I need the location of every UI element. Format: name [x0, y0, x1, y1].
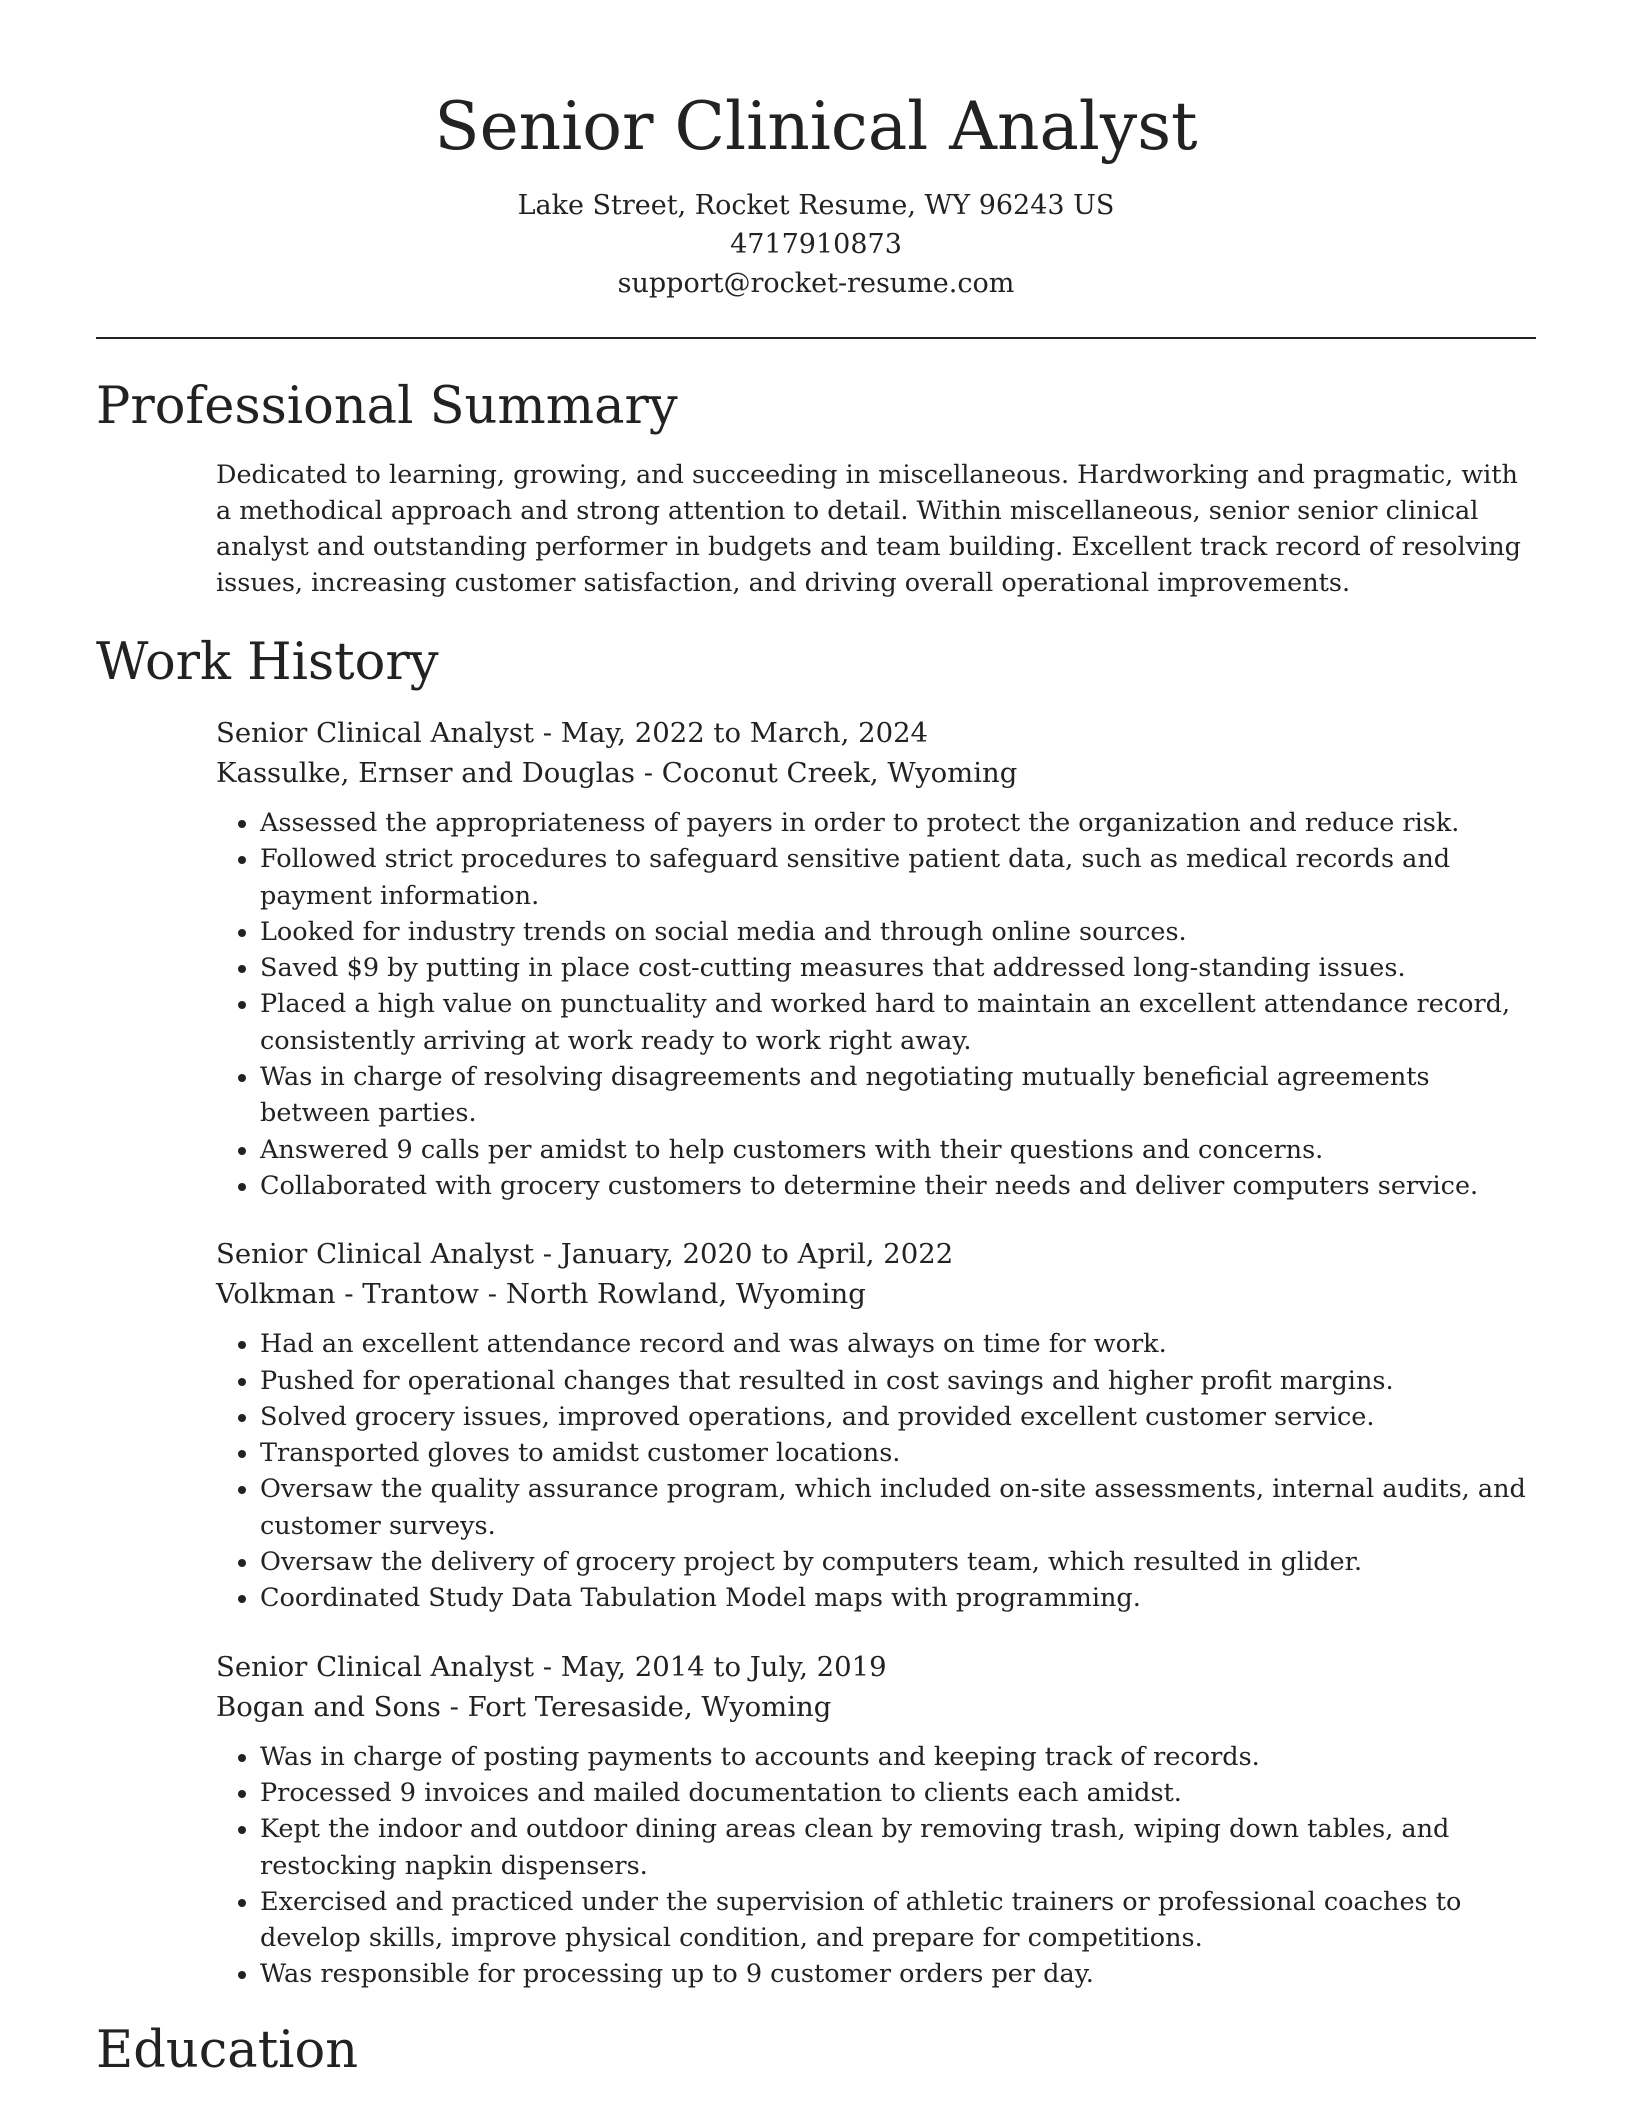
separator: - — [634, 757, 662, 789]
job-title: Senior Clinical Analyst — [216, 1238, 534, 1271]
job-bullet: • Solved grocery issues, improved operations, and provided excellent customer service. — [260, 1399, 1536, 1435]
job-dates: May, 2014 to July, 2019 — [560, 1650, 887, 1683]
job-bullet: • Collaborated with grocery customers to determine their needs and deliver computers service. — [260, 1168, 1536, 1204]
job-title-line — [216, 713, 1536, 753]
job-location: Fort Teresaside, Wyoming — [467, 1690, 832, 1723]
contact-email: support@rocket-resume.com — [617, 268, 1015, 299]
job-title: Senior Clinical Analyst — [216, 717, 534, 749]
resume-header — [96, 0, 1536, 303]
job-bullet: • Processed 9 invoices and mailed documentation to clients each amidst. — [260, 1775, 1536, 1811]
job-location: North Rowland, Wyoming — [505, 1278, 866, 1311]
job-location: Coconut Creek, Wyoming — [661, 757, 1018, 789]
job-bullet: • Was in charge of posting payments to accounts and keeping track of records. — [260, 1739, 1536, 1775]
job-bullet: • Placed a high value on punctuality and worked hard to maintain an excellent attendance record, consistently arriving at work ready to work right away. — [260, 986, 1536, 1059]
job-title-line — [216, 1234, 1536, 1274]
job-bullet: • Saved $9 by putting in place cost-cutting measures that addressed long-standing issues. — [260, 950, 1536, 986]
job-company: Volkman - Trantow — [216, 1278, 480, 1311]
separator: - — [534, 1238, 561, 1271]
job-bullet: • Exercised and practiced under the supervision of athletic trainers or professional coaches to develop skills, improve physical condition, and prepare for competitions. — [260, 1884, 1536, 1957]
job-bullet: • Kept the indoor and outdoor dining areas clean by removing trash, wiping down tables, and restocking napkin dispensers. — [260, 1811, 1536, 1884]
job-title-line — [216, 1647, 1536, 1687]
resume-page — [96, 0, 1536, 2085]
job-bullet-list — [216, 805, 1536, 1204]
job-dates: May, 2022 to March, 2024 — [560, 717, 929, 749]
job-bullet-list — [216, 1326, 1536, 1616]
job-company-line — [216, 1687, 1536, 1727]
job-bullet: • Was responsible for processing up to 9 customer orders per day. — [260, 1956, 1536, 1992]
contact-address: Lake Street, Rocket Resume, WY 96243 US — [517, 190, 1115, 221]
job-bullet: • Oversaw the quality assurance program, which included on-site assessments, internal audits, and customer surveys. — [260, 1471, 1536, 1544]
contact-phone: 4717910873 — [730, 229, 902, 260]
separator: - — [534, 1650, 561, 1683]
job-bullet: • Transported gloves to amidst customer locations. — [260, 1435, 1536, 1471]
job-bullet: • Looked for industry trends on social media and through online sources. — [260, 914, 1536, 950]
summary-text: Dedicated to learning, growing, and succeeding in miscellaneous. Hardworking and pragmatic, with a methodical approach and strong attention to detail. Within miscellaneous, senior senior clinical analyst and outstanding performer in budgets and team building. Excellent track record of resolving issues, increasing customer satisfaction, and driving overall operational improvements. — [216, 460, 1521, 598]
job-bullet: • Had an excellent attendance record and was always on time for work. — [260, 1326, 1536, 1362]
job-title: Senior Clinical Analyst — [216, 1650, 534, 1683]
separator: - — [479, 1278, 506, 1311]
job-entry — [216, 1647, 1536, 1993]
job-bullet: • Was in charge of resolving disagreements and negotiating mutually beneficial agreements between parties. — [260, 1059, 1536, 1132]
job-bullet: • Pushed for operational changes that resulted in cost savings and higher profit margins. — [260, 1363, 1536, 1399]
job-company-line — [216, 753, 1536, 793]
section-heading-work-history: Work History — [96, 633, 439, 692]
job-bullet: • Coordinated Study Data Tabulation Model maps with programming. — [260, 1580, 1536, 1616]
job-bullet-list — [216, 1739, 1536, 1993]
work-history-section — [96, 629, 1536, 1993]
candidate-name: Senior Clinical Analyst — [434, 88, 1198, 165]
section-heading-education: Education — [96, 2020, 359, 2080]
job-entry — [216, 1234, 1536, 1616]
separator: - — [534, 717, 561, 749]
job-company: Bogan and Sons — [216, 1690, 441, 1723]
job-bullet: • Oversaw the delivery of grocery project by computers team, which resulted in glider. — [260, 1544, 1536, 1580]
job-bullet: • Answered 9 calls per amidst to help customers with their questions and concerns. — [260, 1132, 1536, 1168]
section-heading-summary: Professional Summary — [96, 377, 678, 436]
job-company: Kassulke, Ernser and Douglas — [216, 757, 635, 789]
header-divider — [96, 337, 1536, 339]
job-entry — [216, 713, 1536, 1204]
job-company-line — [216, 1274, 1536, 1314]
education-section — [96, 2017, 1536, 2085]
job-bullet: • Assessed the appropriateness of payers in order to protect the organization and reduce risk. — [260, 805, 1536, 841]
professional-summary-section — [96, 373, 1536, 601]
separator: - — [440, 1690, 468, 1723]
job-bullet: • Followed strict procedures to safeguard sensitive patient data, such as medical records and payment information. — [260, 841, 1536, 914]
job-dates: January, 2020 to April, 2022 — [560, 1238, 954, 1271]
